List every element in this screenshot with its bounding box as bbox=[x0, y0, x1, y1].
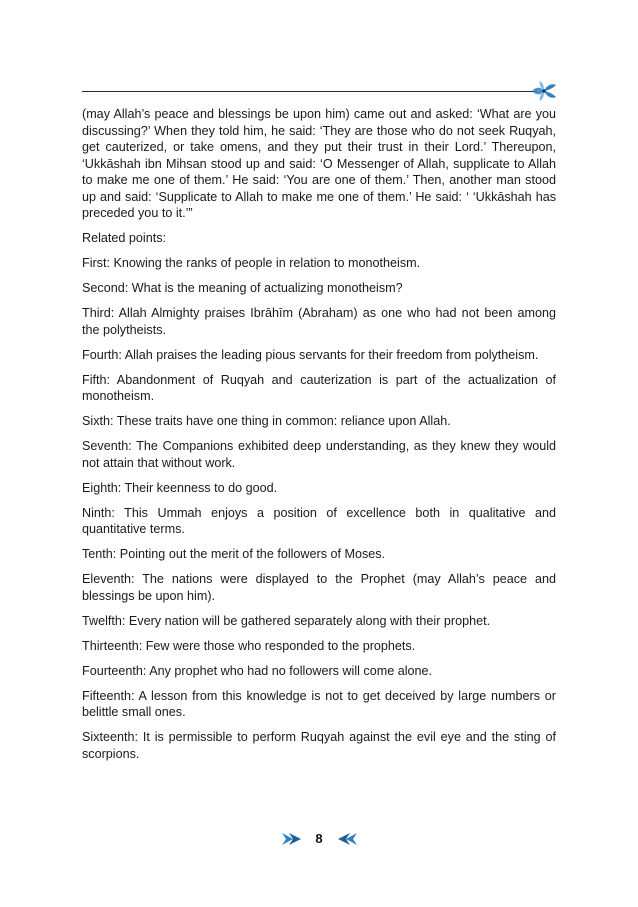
page-footer bbox=[0, 830, 638, 850]
paragraph: Eighth: Their keenness to do good. bbox=[82, 480, 278, 495]
paragraph: First: Knowing the ranks of people in relation to monotheism. bbox=[82, 256, 421, 270]
paragraph: Third: Allah Almighty praises Ibrāhīm (Abraham) as one who had not been among the polytheists. bbox=[82, 306, 556, 337]
paragraph: (may Allah’s peace and blessings be upon him) came out and asked: ‘What are you discussing?’ When they told him, he said: ‘They are those who do not seek Ruqyah, get cauterized, or take omens, and they put their trust in their Lord.’ Thereupon, ‘Ukkāshah ibn Mihsan stood up and said: ‘O Messenger of Allah, supplicate to Allah to make me one of them.’ He said: ‘You are one of them.’ Then, another man stood up and said: ‘Supplicate to Allah to make me one of them.’ He said: ‘ ‘Ukkāshah has preceded you to it.’” bbox=[82, 107, 556, 220]
page-number: 8 bbox=[315, 831, 323, 846]
paragraph: Fourteenth: Any prophet who had no followers will come alone. bbox=[82, 663, 433, 678]
paragraph: Tenth: Pointing out the merit of the followers of Moses. bbox=[82, 547, 386, 561]
paragraph: Seventh: The Companions exhibited deep understanding, as they knew they would not attain that without work. bbox=[82, 439, 556, 470]
paragraph: Thirteenth: Few were those who responded to the prophets. bbox=[82, 638, 416, 653]
paragraph: Related points: bbox=[82, 231, 167, 245]
paragraph: Fourth: Allah praises the leading pious servants for their freedom from polytheism. bbox=[82, 347, 539, 362]
paragraph: Twelfth: Every nation will be gathered separately along with their prophet. bbox=[82, 613, 491, 628]
paragraph: Fifth: Abandonment of Ruqyah and cauterization is part of the actualization of monotheism. bbox=[82, 372, 556, 403]
arrow-right-icon bbox=[281, 831, 303, 847]
paragraph: Sixth: These traits have one thing in common: reliance upon Allah. bbox=[82, 414, 451, 428]
arabesque-ornament-icon bbox=[530, 77, 558, 105]
arrow-left-icon bbox=[336, 831, 358, 847]
paragraph: Eleventh: The nations were displayed to the Prophet (may Allah’s peace and blessings be upon him). bbox=[82, 572, 556, 603]
paragraph: Sixteenth: It is permissible to perform Ruqyah against the evil eye and the sting of scorpions. bbox=[82, 730, 556, 761]
paragraph: Ninth: This Ummah enjoys a position of excellence both in qualitative and quantitative terms. bbox=[82, 505, 556, 536]
header-rule bbox=[82, 91, 537, 92]
paragraph: Fifteenth: A lesson from this knowledge is not to get deceived by large numbers or belittle small ones. bbox=[82, 688, 556, 719]
paragraph: Second: What is the meaning of actualizing monotheism? bbox=[82, 281, 403, 295]
body-text bbox=[82, 106, 556, 771]
